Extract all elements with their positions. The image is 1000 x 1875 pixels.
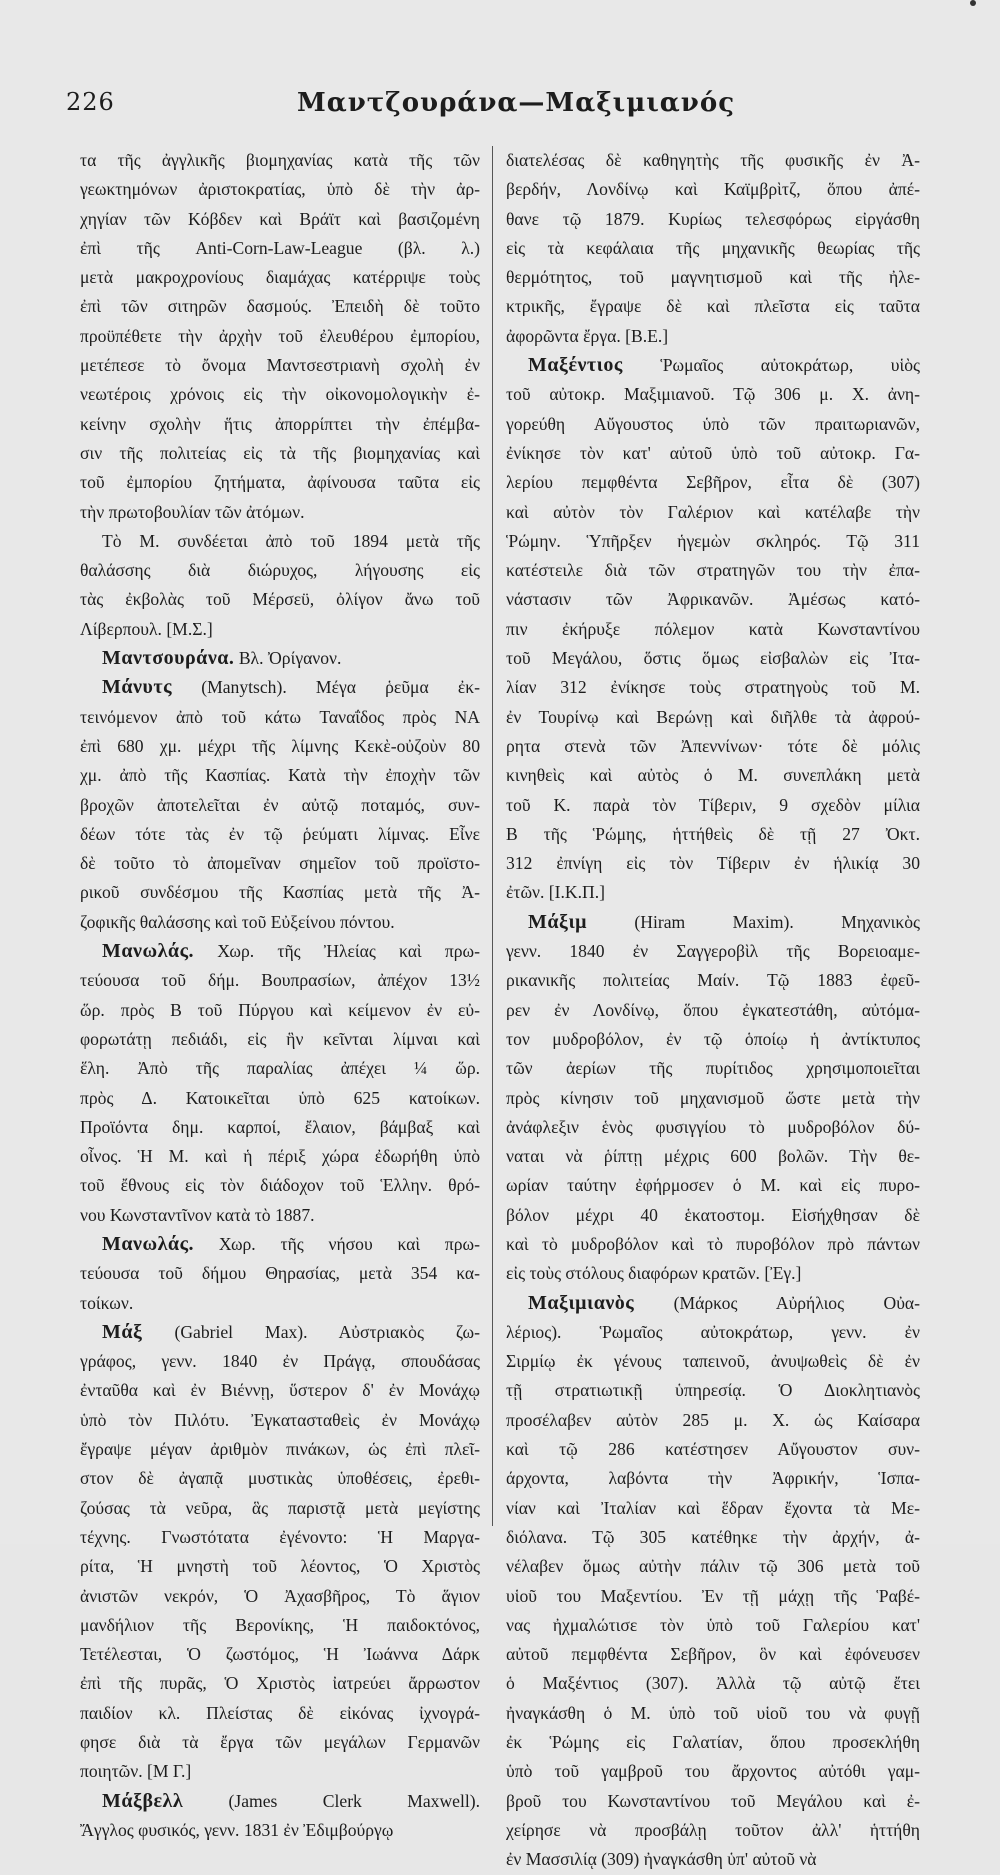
line-text: Χωρ. τῆς Ἠλείας καὶ πρω- bbox=[194, 941, 480, 962]
text-line bbox=[80, 175, 480, 204]
line-text: ἔγραψε μέγαν ἀριθμὸν πινάκων, ὡς ἐπὶ πλεῖ- bbox=[80, 1439, 480, 1460]
text-line bbox=[506, 1318, 920, 1347]
text-line bbox=[80, 1084, 480, 1113]
text-line bbox=[506, 1230, 920, 1259]
entry-headword: Μάξ bbox=[102, 1320, 143, 1343]
line-text: ρητα στενὰ τῶν Ἀπεννίνων· τότε δὲ μόλις bbox=[506, 735, 920, 756]
entry-first-line bbox=[506, 908, 920, 937]
line-text: διατελέσας δὲ καθηγητὴς τῆς φυσικῆς ἐν Ἀ- bbox=[506, 150, 920, 170]
line-text: ἐν Μασσιλίᾳ (309) ἠναγκάσθη ὑπ' αὐτοῦ νὰ bbox=[506, 1849, 817, 1870]
text-line bbox=[506, 410, 920, 439]
line-text: βροχῶν ἀποτελεῖται ἐν αὐτῷ ποταμός, συν- bbox=[80, 794, 480, 815]
line-text: γορεύθη Αὔγουστος ὑπὸ τῶν πραιτωριανῶν, bbox=[506, 413, 920, 434]
text-line bbox=[80, 820, 480, 849]
line-text: θανε τῷ 1879. Κυρίως τελεσφόρως εἰργάσθη bbox=[506, 208, 920, 229]
text-line bbox=[506, 1435, 920, 1464]
line-text: ὑπὸ τὸν Πιλότυ. Ἐγκατασταθεὶς ἐν Μονάχῳ bbox=[80, 1409, 480, 1430]
text-line bbox=[506, 234, 920, 263]
line-text: δέων τότε τὰς ἐν τῷ ῥεύματι λίμνας. Εἶνε bbox=[80, 823, 480, 844]
line-text: ἐπὶ τῶν σιτηρῶν δασμούς. Ἐπειδὴ δὲ τοῦτο bbox=[80, 296, 480, 317]
text-line bbox=[506, 1025, 920, 1054]
line-text: πρὸς κίνησιν τοῦ μηχανισμοῦ ὥστε μετὰ τὴν bbox=[506, 1087, 920, 1108]
line-text: φησε διὰ τὰ ἔργα τῶν μεγάλων Γερμανῶν bbox=[80, 1732, 480, 1753]
line-text: παιδίον κλ. Πλείστας δὲ εἰκόνας ἰχνογρά- bbox=[80, 1702, 480, 1723]
line-text: Προϊόντα δημ. καρποί, ἔλαιον, βάμβαξ καὶ bbox=[80, 1116, 480, 1137]
text-line bbox=[80, 234, 480, 263]
text-line bbox=[506, 761, 920, 790]
text-line bbox=[80, 468, 480, 497]
text-line bbox=[506, 849, 920, 878]
line-text: τεύουσα τοῦ δήμου Θηρασίας, μετὰ 354 κα- bbox=[80, 1263, 480, 1284]
entry-headword: Μαξιμιανὸς bbox=[528, 1291, 635, 1314]
line-text: ἐπὶ τῆς Anti-Corn-Law-League (βλ. λ.) bbox=[80, 237, 480, 258]
text-line bbox=[80, 410, 480, 439]
line-text: βροῦ του Κωνσταντίνου τοῦ Μεγάλου καὶ ἐ- bbox=[506, 1790, 920, 1811]
line-text: φορωτάτῃ πεδιάδι, εἰς ἣν κεῖνται λίμναι καὶ bbox=[80, 1028, 480, 1049]
text-line bbox=[506, 791, 920, 820]
entry-first-line bbox=[506, 351, 920, 380]
text-line bbox=[80, 292, 480, 321]
text-line bbox=[80, 1259, 480, 1288]
page-header bbox=[66, 88, 966, 128]
text-line bbox=[80, 1494, 480, 1523]
line-text: υἱοῦ του Μαξεντίου. Ἐν τῇ μάχῃ τῆς Ῥαβέ- bbox=[506, 1585, 920, 1606]
line-text: πρὸς Δ. Κατοικεῖται ὑπὸ 625 κατοίκων. bbox=[80, 1087, 480, 1108]
line-text: θερμότητος, τοῦ μαγνητισμοῦ καὶ τῆς ἠλε- bbox=[506, 267, 920, 288]
running-head: Μαντζουράνα—Μαξιμιανός bbox=[296, 88, 736, 118]
text-line bbox=[80, 791, 480, 820]
text-line bbox=[506, 1201, 920, 1230]
line-text: τῶν ἀερίων τῆς πυρίτιδος χρησιμοποιεῖται bbox=[506, 1058, 920, 1079]
line-text: προσέλαβεν αὐτὸν 285 μ. Χ. ὡς Καίσαρα bbox=[506, 1409, 920, 1430]
text-line bbox=[80, 849, 480, 878]
text-line bbox=[80, 1171, 480, 1200]
text-line bbox=[506, 205, 920, 234]
text-line bbox=[506, 732, 920, 761]
line-text: αὐτοῦ πεμφθέντα Σεβῆρον, ὃν καὶ ἐφόνευσεν bbox=[506, 1644, 920, 1665]
text-line bbox=[80, 615, 480, 644]
line-text: (Μάρκος Αὐρήλιος Οὐα- bbox=[634, 1292, 920, 1313]
text-line bbox=[80, 1552, 480, 1581]
text-line bbox=[80, 1757, 480, 1786]
text-line bbox=[80, 878, 480, 907]
text-line bbox=[506, 1728, 920, 1757]
line-text: άρχοντα, λαβόντα τὴν Ἀφρικήν, Ἱσπα- bbox=[506, 1468, 920, 1489]
entry-headword: Μαντσουράνα. bbox=[102, 647, 235, 670]
line-text: προϋπέθετε τὴν ἀρχὴν τοῦ ἐλευθέρου ἐμπορίου, bbox=[80, 325, 480, 346]
line-text: γενν. 1840 ἐν Σαγγεροβὶλ τῆς Βορειοαμε- bbox=[506, 941, 920, 962]
line-text: ωρίαν ταύτην ἐφήρμοσεν ὁ Μ. καὶ εἰς πυρο- bbox=[506, 1175, 920, 1196]
line-text: χείρησε νὰ προσβάλῃ τοῦτον ἀλλ' ἡττήθη bbox=[506, 1819, 920, 1840]
text-line bbox=[80, 1582, 480, 1611]
text-line bbox=[506, 1464, 920, 1493]
text-line bbox=[80, 761, 480, 790]
line-text: Ῥώμην. Ὑπῆρξεν ἡγεμὼν σκληρός. Τῷ 311 bbox=[506, 530, 920, 551]
text-line bbox=[80, 703, 480, 732]
line-text: κινηθεὶς καὶ αὐτὸς ὁ Μ. συνεπλάκη μετὰ bbox=[506, 765, 920, 786]
line-text: Σιρμίῳ ἐκ γένους ταπεινοῦ, ἀνυψωθεὶς δὲ ἐν bbox=[506, 1351, 920, 1372]
line-text: θαλάσσης διὰ διώρυχος, λήγουσης εἰς bbox=[80, 560, 480, 581]
text-line bbox=[506, 820, 920, 849]
line-text: ρικανικῆς πολιτείας Μαίν. Τῷ 1883 ἐφεῦ- bbox=[506, 970, 920, 991]
entry-first-line bbox=[80, 1787, 480, 1816]
line-text: τα τῆς ἀγγλικῆς βιομηχανίας κατὰ τῆς τῶν bbox=[80, 150, 480, 170]
line-text: ναται νὰ ῥίπτῃ μέχρις 600 βολῶν. Τὴν θε- bbox=[506, 1146, 920, 1167]
line-text: ἠναγκάσθη ὁ Μ. ὑπὸ τοῦ υἱοῦ του νὰ φυγῇ bbox=[506, 1702, 920, 1723]
text-line bbox=[80, 1025, 480, 1054]
line-text: ρικοῦ συνδέσμου τῆς Κασπίας μετὰ τῆς Ἀ- bbox=[80, 882, 480, 903]
line-text: βερδήν, Λονδίνῳ καὶ Καϊμβρὶτζ, ὅπου ἀπέ- bbox=[506, 179, 920, 200]
line-text: Τὸ Μ. συνδέεται ἀπὸ τοῦ 1894 μετὰ τῆς bbox=[102, 530, 480, 551]
line-text: τοῦ ἐμπορίου ζητήματα, ἀφίνουσα ταῦτα εἰς bbox=[80, 472, 480, 493]
text-line bbox=[80, 1201, 480, 1230]
line-text: τὴν πρωτοβουλίαν τῶν ἀτόμων. bbox=[80, 501, 305, 522]
text-line bbox=[506, 644, 920, 673]
text-line bbox=[80, 1523, 480, 1552]
text-line bbox=[506, 1376, 920, 1405]
line-text: χμ. ἀπὸ τῆς Κασπίας. Κατὰ τὴν ἐποχὴν τῶν bbox=[80, 765, 480, 786]
text-line bbox=[506, 1259, 920, 1288]
line-text: (Gabriel Max). Αὐστριακὸς ζω- bbox=[142, 1321, 480, 1342]
text-line bbox=[506, 439, 920, 468]
line-text: (Hiram Maxim). Μηχανικὸς bbox=[587, 911, 920, 932]
line-text: ποιητῶν. [Μ Γ.] bbox=[80, 1761, 192, 1782]
line-text: ὑπὸ τοῦ γαμβροῦ του ἄρχοντος αὐτόθι γαμ- bbox=[506, 1761, 920, 1782]
text-line bbox=[506, 1347, 920, 1376]
text-line bbox=[80, 966, 480, 995]
line-text: εἰς τὰ κεφάλαια τῆς μηχανικῆς θεωρίας τῆς bbox=[506, 237, 920, 258]
line-text: τεύουσα τοῦ δήμ. Βουπρασίων, ἀπέχον 13½ bbox=[80, 970, 480, 991]
entry-headword: Μανωλάς. bbox=[102, 940, 195, 963]
line-text: ὁ Μαξέντιος (307). Ἀλλὰ τῷ αὐτῷ ἔτει bbox=[506, 1673, 920, 1694]
line-text: ἐνταῦθα καὶ ἐν Βιέννῃ, ὕστερον δ' ἐν Μονάχῳ bbox=[80, 1380, 480, 1401]
text-line bbox=[506, 1757, 920, 1786]
text-line bbox=[506, 1523, 920, 1552]
line-text: ρίτα, Ἡ μνηστὴ τοῦ λέοντος, Ὁ Χριστὸς bbox=[80, 1556, 480, 1577]
line-text: μανδήλιον τῆς Βερονίκης, Ἡ παιδοκτόνος, bbox=[80, 1614, 480, 1635]
line-text: δὲ τοῦτο τὸ ἀπομεῖναν σημεῖον τοῦ προϊστο- bbox=[80, 853, 480, 874]
text-line bbox=[506, 966, 920, 995]
line-text: ἐτῶν. [Ι.Κ.Π.] bbox=[506, 882, 605, 903]
line-text: κείνην σχολὴν ἥτις ἀπορρίπτει τὴν ἐπέμβα- bbox=[80, 413, 480, 434]
entry-first-line bbox=[506, 1289, 920, 1318]
text-line bbox=[506, 498, 920, 527]
line-text: ἐπὶ τῆς πυρᾶς, Ὁ Χριστὸς ἰατρεύει ἄρρωστον bbox=[80, 1673, 480, 1694]
line-text: Λίβερπουλ. [Μ.Σ.] bbox=[80, 618, 213, 639]
text-line bbox=[80, 732, 480, 761]
line-text: γράφος, γενν. 1840 ἐν Πράγᾳ, σπουδάσας bbox=[80, 1351, 480, 1372]
line-text: Ῥωμαῖος αὐτοκράτωρ, υἱὸς bbox=[622, 355, 920, 376]
line-text: εἰς τοὺς στόλους διαφόρων κρατῶν. [Ἐγ.] bbox=[506, 1263, 802, 1284]
text-line bbox=[80, 322, 480, 351]
line-text: τοῦ Μεγάλου, ὅστις ὅμως εἰσβαλὼν εἰς Ἰτα- bbox=[506, 648, 920, 669]
text-line bbox=[506, 996, 920, 1025]
text-line bbox=[506, 292, 920, 321]
line-text: καὶ τῷ 286 κατέστησεν Αὔγουστον συν- bbox=[506, 1439, 920, 1460]
line-text: ἐπὶ 680 χμ. μέχρι τῆς λίμνης Κεκὲ-οὐζοὺν 80 bbox=[80, 735, 480, 756]
text-line bbox=[80, 380, 480, 409]
text-line bbox=[80, 556, 480, 585]
line-text: Ἄγγλος φυσικός, γενν. 1831 ἐν Ἐδιμβούργῳ bbox=[80, 1819, 394, 1840]
line-text: κατέστειλε διὰ τῶν στρατηγῶν του τὴν ἐπα- bbox=[506, 560, 920, 581]
text-line bbox=[506, 556, 920, 585]
text-line bbox=[506, 527, 920, 556]
text-line bbox=[506, 146, 920, 175]
text-line bbox=[80, 527, 480, 556]
text-line bbox=[506, 878, 920, 907]
entry-first-line bbox=[80, 1230, 480, 1259]
line-text: ἀφορῶντα ἔργα. [Β.Ε.] bbox=[506, 325, 669, 346]
line-text: Τετέλεσται, Ὁ ζωστόμος, Ἡ Ἰωάννα Δάρκ bbox=[80, 1644, 480, 1665]
page-number: 226 bbox=[66, 88, 115, 116]
line-text: τεινόμενον ἀπὸ τοῦ κάτω Ταναΐδος πρὸς ΝΑ bbox=[80, 706, 480, 727]
entry-headword: Μάξιμ bbox=[528, 910, 587, 933]
scan-speck bbox=[970, 0, 976, 6]
text-line bbox=[80, 1669, 480, 1698]
text-line bbox=[80, 908, 480, 937]
text-line bbox=[506, 468, 920, 497]
line-text: Β τῆς Ῥώμης, ἡττήθεὶς δὲ τῇ 27 Ὀκτ. bbox=[506, 823, 920, 844]
text-line bbox=[506, 1406, 920, 1435]
line-text: ἐνίκησε τὸν κατ' αὐτοῦ ὑπὸ τοῦ αὐτοκρ. Γα- bbox=[506, 442, 920, 463]
line-text: 312 ἐπνίγη εἰς τὸν Τίβεριν ἐν ἡλικίᾳ 30 bbox=[506, 853, 920, 874]
text-line bbox=[506, 1669, 920, 1698]
text-line bbox=[506, 1113, 920, 1142]
text-line bbox=[80, 996, 480, 1025]
right-column bbox=[506, 146, 920, 1875]
text-line bbox=[506, 585, 920, 614]
text-line bbox=[80, 351, 480, 380]
text-line bbox=[80, 1406, 480, 1435]
line-text: τοῦ Κ. παρὰ τὸν Τίβεριν, 9 σχεδὸν μίλια bbox=[506, 794, 920, 815]
line-text: καὶ τὸ μυδροβόλον καὶ τὸ πυροβόλον πρὸ πάντων bbox=[506, 1233, 920, 1254]
text-line bbox=[506, 322, 920, 351]
text-line bbox=[80, 1289, 480, 1318]
line-text: (James Clerk Maxwell). bbox=[183, 1790, 480, 1811]
line-text: διόλανα. Τῷ 305 κατέθηκε τὴν ἀρχήν, ἀ- bbox=[506, 1526, 920, 1547]
text-line bbox=[506, 1699, 920, 1728]
line-text: βόλον μέχρι 40 ἑκατοστομ. Εἰσήχθησαν δὲ bbox=[506, 1204, 920, 1225]
column-divider bbox=[492, 146, 493, 1526]
line-text: σιν τῆς πολιτείας εἰς τὰ τῆς βιομηχανίας καὶ bbox=[80, 442, 480, 463]
line-text: ζούσας τὰ νεῦρα, ἃς παριστᾷ μετὰ μεγίστης bbox=[80, 1497, 480, 1518]
line-text: νου Κωνσταντῖνον κατὰ τὸ 1887. bbox=[80, 1204, 315, 1225]
text-line bbox=[80, 205, 480, 234]
entry-headword: Μανωλάς. bbox=[102, 1232, 195, 1255]
text-line bbox=[80, 1464, 480, 1493]
text-line bbox=[506, 1845, 920, 1874]
text-line bbox=[80, 1728, 480, 1757]
text-line bbox=[506, 703, 920, 732]
line-text: καὶ αὐτὸν τὸν Γαλέριον καὶ κατέλαβε τὴν bbox=[506, 501, 920, 522]
text-line bbox=[506, 1582, 920, 1611]
line-text: Βλ. Ὀρίγανον. bbox=[234, 648, 342, 669]
text-line bbox=[80, 1376, 480, 1405]
text-line bbox=[80, 1640, 480, 1669]
text-line bbox=[80, 146, 480, 175]
line-text: ἐκ Ῥώμης εἰς Γαλατίαν, ὅπου προσεκλήθη bbox=[506, 1732, 920, 1753]
text-line bbox=[80, 439, 480, 468]
text-line bbox=[506, 263, 920, 292]
text-line bbox=[506, 1816, 920, 1845]
text-line bbox=[80, 1054, 480, 1083]
line-text: νέλαβεν ὅμως αὐτὴν πάλιν τῷ 306 μετὰ τοῦ bbox=[506, 1556, 920, 1577]
text-line bbox=[80, 1699, 480, 1728]
text-line bbox=[506, 1494, 920, 1523]
text-line bbox=[506, 1171, 920, 1200]
line-text: ἕλη. Ἀπὸ τῆς παραλίας ἀπέχει ¼ ὥρ. bbox=[80, 1058, 480, 1079]
text-line bbox=[80, 263, 480, 292]
line-text: μετέπεσε τὸ ὄνομα Μαντσεστριανὴ σχολὴ ἐν bbox=[80, 355, 480, 376]
text-line bbox=[80, 1816, 480, 1845]
text-line bbox=[506, 175, 920, 204]
line-text: λερίου πεμφθέντα Σεβῆρον, εἶτα δὲ (307) bbox=[506, 472, 920, 493]
text-line bbox=[506, 1787, 920, 1816]
line-text: Χωρ. τῆς νήσου καὶ πρω- bbox=[194, 1233, 480, 1254]
line-text: λίαν 312 ἐνίκησε τοὺς στρατηγοὺς τοῦ Μ. bbox=[506, 677, 920, 698]
entry-first-line bbox=[80, 673, 480, 702]
text-line bbox=[506, 937, 920, 966]
line-text: τοίκων. bbox=[80, 1292, 134, 1313]
text-line bbox=[506, 380, 920, 409]
text-line bbox=[80, 1435, 480, 1464]
line-text: νας ἠχμαλώτισε τὸν ὑπὸ τοῦ Γαλερίου κατ' bbox=[506, 1614, 920, 1635]
line-text: ἀνάφλεξιν ἑνὸς φυσιγγίου τὸ μυδροβόλον δύ- bbox=[506, 1116, 920, 1137]
line-text: στον δὲ ἀγαπᾷ μυστικὰς ὑποθέσεις, ἐρεθι- bbox=[80, 1468, 480, 1489]
line-text: τοῦ αὐτοκρ. Μαξιμιανοῦ. Τῷ 306 μ. Χ. ἀνη- bbox=[506, 384, 920, 405]
entry-first-line bbox=[80, 937, 480, 966]
line-text: ὥρ. πρὸς Β τοῦ Πύργου καὶ κείμενον ἐν εὐ- bbox=[80, 999, 480, 1020]
text-line bbox=[80, 498, 480, 527]
line-text: ἐν Τουρίνῳ καὶ Βερώνῃ καὶ διῆλθε τὰ ἀφρού- bbox=[506, 706, 920, 727]
text-line bbox=[80, 1347, 480, 1376]
line-text: χηγίαν τῶν Κόβδεν καὶ Βράϊτ καὶ βασιζομένη bbox=[80, 208, 480, 229]
text-line bbox=[506, 1611, 920, 1640]
line-text: ἀνιστῶν νεκρόν, Ὁ Ἀχασβῆρος, Τὸ ἅγιον bbox=[80, 1585, 480, 1606]
text-line bbox=[80, 1113, 480, 1142]
text-line bbox=[506, 673, 920, 702]
text-line bbox=[506, 1640, 920, 1669]
left-column bbox=[80, 146, 480, 1845]
entry-headword: Μάξβελλ bbox=[102, 1789, 184, 1812]
line-text: ρεν ἐν Λονδίνῳ, ὅπου ἐγκατεστάθη, αὐτόμα- bbox=[506, 999, 920, 1020]
line-text: γεωκτημόνων ἀριστοκρατίας, ὑπὸ δὲ τὴν ἀρ- bbox=[80, 179, 480, 200]
entry-first-line bbox=[80, 644, 480, 673]
line-text: πιν ἐκήρυξε πόλεμον κατὰ Κωνσταντίνου bbox=[506, 618, 920, 639]
line-text: νεωτέροις χρόνοις εἰς τὴν οἰκονομολογικὴν ἐ- bbox=[80, 384, 480, 405]
line-text: ζοφικῆς θαλάσσης καὶ τοῦ Εὐξείνου πόντου. bbox=[80, 911, 395, 932]
text-line bbox=[80, 1611, 480, 1640]
line-text: κτρικῆς, ἔγραψε δὲ καὶ πλεῖστα εἰς ταῦτα bbox=[506, 296, 920, 317]
line-text: νάστασιν τῶν Ἀφρικανῶν. Ἀμέσως κατό- bbox=[506, 589, 920, 610]
text-line bbox=[506, 1054, 920, 1083]
line-text: τοῦ ἔθνους εἰς τὸν διάδοχον τοῦ Ἑλλην. θρό- bbox=[80, 1175, 480, 1196]
entry-headword: Μάνυτς bbox=[102, 676, 173, 699]
line-text: τέχνης. Γνωστότατα ἐγένοντο: Ἡ Μαργα- bbox=[80, 1526, 480, 1547]
text-line bbox=[80, 585, 480, 614]
line-text: νίαν καὶ Ἰταλίαν καὶ ἕδραν ἔχοντα τὰ Με- bbox=[506, 1497, 920, 1518]
line-text: οἶνος. Ἡ Μ. καὶ ἡ πέριξ χώρα ἐδωρήθη ὑπὸ bbox=[80, 1146, 480, 1167]
line-text: τῇ στρατιωτικῇ ὑπηρεσίᾳ. Ὁ Διοκλητιανὸς bbox=[506, 1380, 920, 1401]
line-text: τὰς ἐκβολὰς τοῦ Μέρσεϋ, ὀλίγον ἄνω τοῦ bbox=[80, 589, 480, 610]
text-line bbox=[506, 615, 920, 644]
line-text: τον μυδροβόλον, ἐν τῷ ὁποίῳ ἡ ἀντίκτυπος bbox=[506, 1028, 920, 1049]
text-line bbox=[80, 1142, 480, 1171]
text-line bbox=[506, 1084, 920, 1113]
line-text: λέριος). Ῥωμαῖος αὐτοκράτωρ, γενν. ἐν bbox=[506, 1321, 920, 1342]
entry-headword: Μαξέντιος bbox=[528, 354, 623, 377]
line-text: (Manytsch). Μέγα ῥεῦμα ἐκ- bbox=[172, 677, 480, 698]
entry-first-line bbox=[80, 1318, 480, 1347]
text-line bbox=[506, 1142, 920, 1171]
line-text: μετὰ μακροχρονίους διαμάχας κατέρριψε τοὺς bbox=[80, 267, 480, 288]
text-line bbox=[506, 1552, 920, 1581]
